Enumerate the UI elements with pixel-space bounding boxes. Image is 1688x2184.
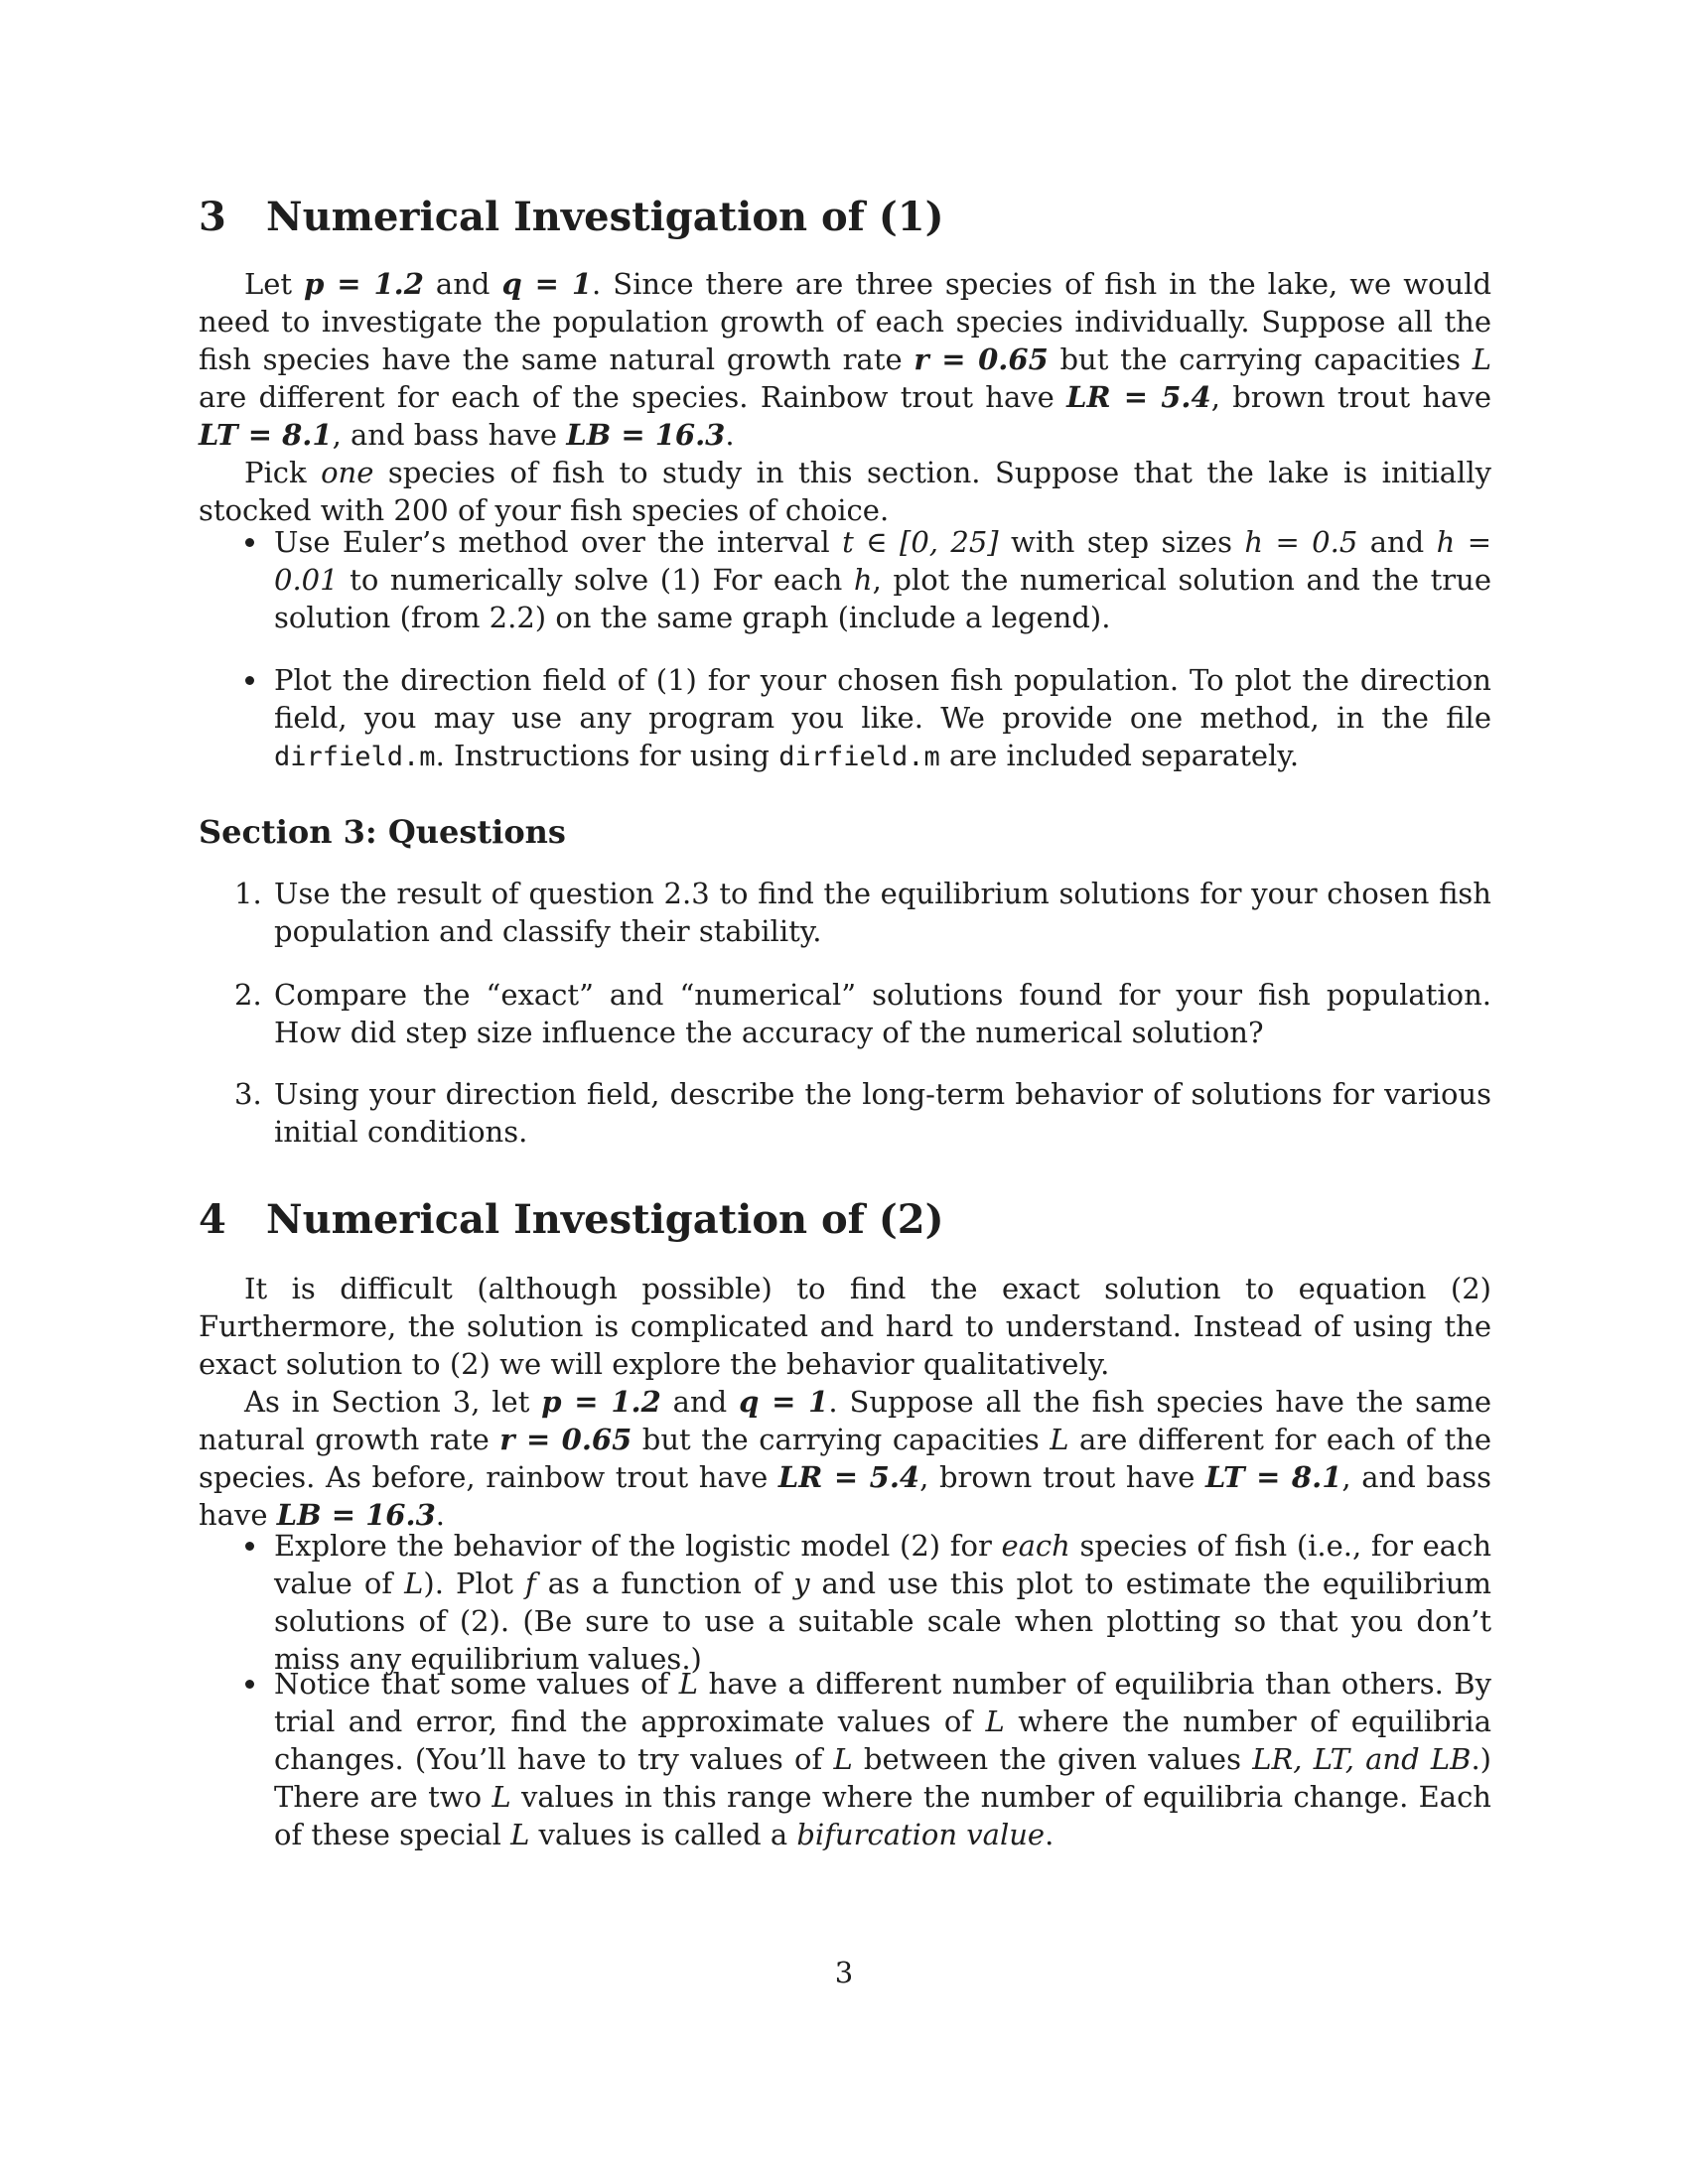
paragraph: As in Section 3, let p = 1.2 and q = 1. Suppose all the fish species have the same natural growth rate r = 0.65 but the carrying capacities L are different for each of the species. As before, rainbow trout have LR = 5.4, brown trout have LT = 8.1, and bass have LB = 16.3.	[199, 1385, 1492, 1532]
question-number: 2.	[234, 978, 262, 1012]
questions-heading: Section 3: Questions	[199, 813, 566, 851]
bullet-icon	[245, 676, 254, 685]
question-item: 2. Compare the “exact” and “numerical” solutions found for your fish population. How did step size influence the accuracy of the numerical solution?	[234, 978, 1491, 1049]
bullet-icon	[245, 1542, 254, 1551]
question-number: 3.	[234, 1077, 262, 1111]
bullet-icon	[245, 538, 254, 547]
file-name: dirfield.m	[274, 742, 436, 772]
section-number: 4	[199, 1196, 226, 1243]
section-3-heading	[199, 194, 944, 240]
paragraph: Let p = 1.2 and q = 1. Since there are three species of fish in the lake, we would need to investigate the population growth of each species individually. Suppose all the fish species have the same natural growth rate r = 0.65 but the carrying capacities L are different for each of the species. Rainbow trout have LR = 5.4, brown trout have LT = 8.1, and bass have LB = 16.3.	[199, 267, 1492, 452]
question-number: 1.	[234, 877, 262, 910]
file-name: dirfield.m	[778, 742, 940, 772]
section-title: Numerical Investigation of (2)	[266, 1196, 944, 1243]
page-number: 3	[834, 1956, 854, 1989]
section-3-intro	[199, 265, 1491, 529]
section-title: Numerical Investigation of (1)	[266, 194, 944, 240]
bullet-icon	[245, 1680, 254, 1689]
question-item: 1. Use the result of question 2.3 to find the equilibrium solutions for your chosen fish population and classify their stability.	[234, 877, 1491, 948]
paragraph: Pick one species of fish to study in this section. Suppose that the lake is initially stocked with 200 of your fish species of choice.	[199, 456, 1491, 527]
list-item: Use Euler’s method over the interval t ∈ [0, 25] with step sizes h = 0.5 and h = 0.01 to numerically solve (1) For each h, plot the numerical solution and the true solution (from 2.2) on the same graph (include a legend).	[199, 523, 1491, 636]
question-item: 3. Using your direction field, describe the long-term behavior of solutions for various initial conditions.	[234, 1077, 1491, 1149]
section-4-heading	[199, 1196, 944, 1243]
paragraph: It is difficult (although possible) to find the exact solution to equation (2) Furthermore, the solution is complicated and hard to understand. Instead of using the exact solution to (2) we will explore the behavior qualitatively.	[199, 1272, 1491, 1381]
section-number: 3	[199, 194, 226, 240]
list-item: Notice that some values of L have a different number of equilibria than others. By trial and error, find the approximate values of L where the number of equilibria changes. (You’ll have to try values of L between the given values LR, LT, and LB.) There are two L values in this range where the number of equilibria change. Each of these special L values is called a bifurcation value.	[199, 1665, 1491, 1853]
list-item: Explore the behavior of the logistic model (2) for each species of fish (i.e., for each value of L). Plot f as a function of y and use this plot to estimate the equilibrium solutions of (2). (Be sure to use a suitable scale when plotting so that you don’t miss any equilibrium values.)	[199, 1527, 1491, 1678]
list-item: Plot the direction field of (1) for your chosen fish population. To plot the direction field, you may use any program you like. We provide one method, in the file dirfield.m. Instructions for using dirfield.m are included separately.	[199, 661, 1491, 776]
section-4-intro	[199, 1270, 1491, 1534]
